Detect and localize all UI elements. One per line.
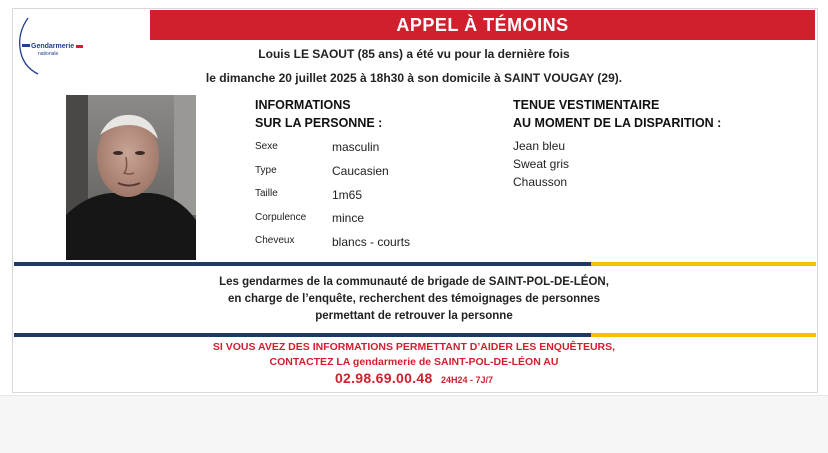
field-label-cheveux: Cheveux [255, 235, 295, 246]
phone-hours: 24H24 - 7J/7 [441, 375, 494, 385]
field-label-sexe: Sexe [255, 141, 278, 152]
field-label-corpulence: Corpulence [255, 212, 307, 223]
divider-navy-segment [14, 333, 591, 337]
field-value-sexe: masculin [332, 140, 380, 154]
gendarmerie-logo-icon [14, 14, 86, 80]
banner-title: APPEL À TÉMOINS [150, 10, 815, 40]
divider-gold-segment [591, 262, 816, 266]
cta-line-2: CONTACTEZ LA gendarmerie de SAINT-POL-DE-LÉON AU [269, 356, 559, 368]
divider-navy-segment [14, 262, 591, 266]
info-title-line1: INFORMATIONS [255, 98, 351, 112]
field-value-type: Caucasien [332, 164, 389, 178]
bottom-strip [0, 395, 828, 453]
summary-line-1: Louis LE SAOUT (85 ans) a été vu pour la dernière fois [258, 47, 570, 61]
logo-text-line1: Gendarmerie [31, 43, 75, 50]
field-value-taille: 1m65 [332, 188, 363, 202]
tenue-item: Sweat gris [513, 157, 570, 171]
field-value-cheveux: blancs - courts [332, 235, 411, 249]
field-label-type: Type [255, 165, 277, 176]
cta-line-1: SI VOUS AVEZ DES INFORMATIONS PERMETTANT D’AIDER LES ENQUÊTEURS, [212, 341, 616, 353]
middle-line-2: en charge de l’enquête, recherchent des témoignages de personnes [228, 293, 600, 305]
summary-line-2: le dimanche 20 juillet 2025 à 18h30 à son domicile à SAINT VOUGAY (29). [205, 71, 623, 85]
field-label-taille: Taille [255, 188, 278, 199]
tenue-title-line1: TENUE VESTIMENTAIRE [513, 98, 660, 112]
tenue-item: Jean bleu [513, 139, 566, 153]
middle-line-3: permettant de retrouver la personne [315, 310, 513, 322]
field-value-corpulence: mince [332, 211, 365, 225]
info-title-line2: SUR LA PERSONNE : [255, 116, 383, 130]
divider-bar [14, 333, 816, 337]
logo-text-line2: nationale [38, 51, 59, 57]
tenue-title [513, 96, 721, 132]
tenue-item: Chausson [513, 175, 568, 189]
gendarmerie-logo [14, 14, 86, 80]
divider-gold-segment [591, 333, 816, 337]
middle-line-1: Les gendarmes de la communauté de brigade de SAINT-POL-DE-LÉON, [219, 276, 609, 288]
tenue-title-line2: AU MOMENT DE LA DISPARITION : [513, 116, 722, 130]
missing-person-photo [66, 95, 196, 260]
info-title [255, 96, 382, 132]
divider-bar [14, 262, 816, 266]
phone-number[interactable]: 02.98.69.00.48 [334, 370, 433, 386]
phone-row [100, 370, 728, 388]
